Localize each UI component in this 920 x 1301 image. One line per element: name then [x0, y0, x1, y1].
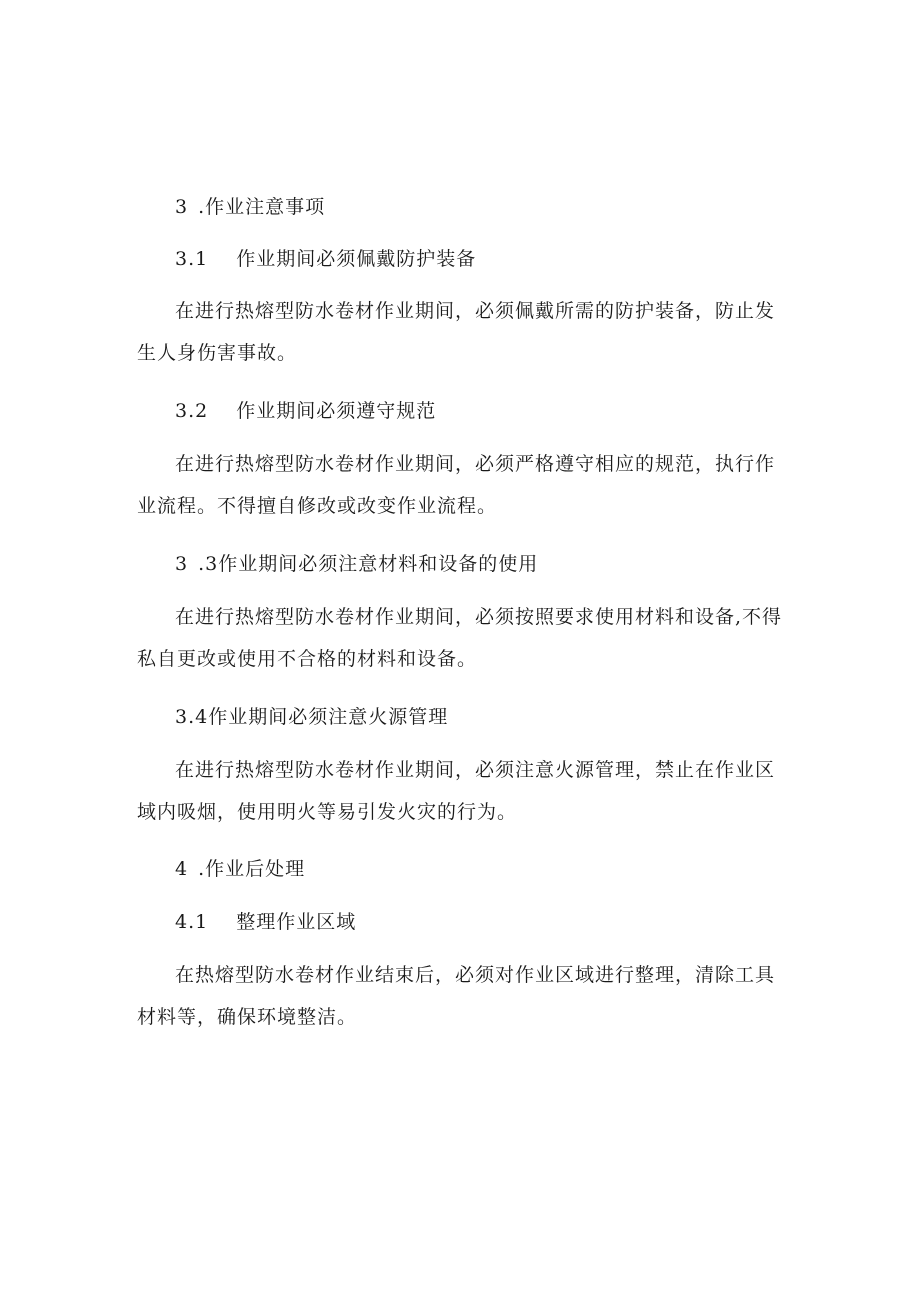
section-3-2-heading [175, 399, 436, 423]
section-4-1-title: 整理作业区域 [236, 911, 357, 933]
section-4-title: .作业后处理 [198, 858, 306, 880]
section-3-2-title: 作业期间必须遵守规范 [236, 400, 437, 422]
section-3-1-title: 作业期间必须佩戴防护装备 [236, 248, 477, 270]
section-3-3-heading [175, 552, 538, 576]
section-3-4-body-line-2: 域内吸烟，使用明火等易引发火灾的行为。 [137, 801, 518, 823]
section-3-2-body-line-2: 业流程。不得擅自修改或改变作业流程。 [137, 495, 498, 517]
section-4-number: 4 [175, 858, 189, 880]
section-4-1-body-line-1: 在热熔型防水卷材作业结束后，必须对作业区域进行整理，清除工具 [175, 964, 776, 986]
section-3-4-heading: 3.4作业期间必须注意火源管理 [175, 706, 449, 728]
section-3-number: 3 [175, 196, 189, 218]
section-3-3-number: 3 [175, 553, 189, 575]
section-3-3-body-line-1: 在进行热熔型防水卷材作业期间，必须按照要求使用材料和设备,不得 [175, 606, 783, 628]
section-3-3-title: .3作业期间必须注意材料和设备的使用 [198, 553, 539, 575]
section-3-4-body-line-1: 在进行热熔型防水卷材作业期间，必须注意火源管理，禁止在作业区 [175, 759, 776, 781]
section-3-1-number: 3.1 [175, 248, 209, 270]
section-3-heading [175, 195, 325, 219]
section-3-2-number: 3.2 [175, 400, 209, 422]
section-4-1-body-line-2: 材料等，确保环境整洁。 [137, 1006, 358, 1028]
section-3-title: .作业注意事项 [198, 196, 326, 218]
section-3-1-heading [175, 247, 476, 271]
section-4-heading [175, 857, 305, 881]
section-4-1-heading [175, 910, 356, 934]
section-3-1-body-line-1: 在进行热熔型防水卷材作业期间，必须佩戴所需的防护装备，防止发 [175, 300, 776, 322]
section-3-1-body-line-2: 生人身伤害事故。 [137, 342, 298, 364]
section-4-1-number: 4.1 [175, 911, 209, 933]
section-3-3-body-line-2: 私自更改或使用不合格的材料和设备。 [137, 648, 478, 670]
section-3-2-body-line-1: 在进行热熔型防水卷材作业期间，必须严格遵守相应的规范，执行作 [175, 453, 776, 475]
